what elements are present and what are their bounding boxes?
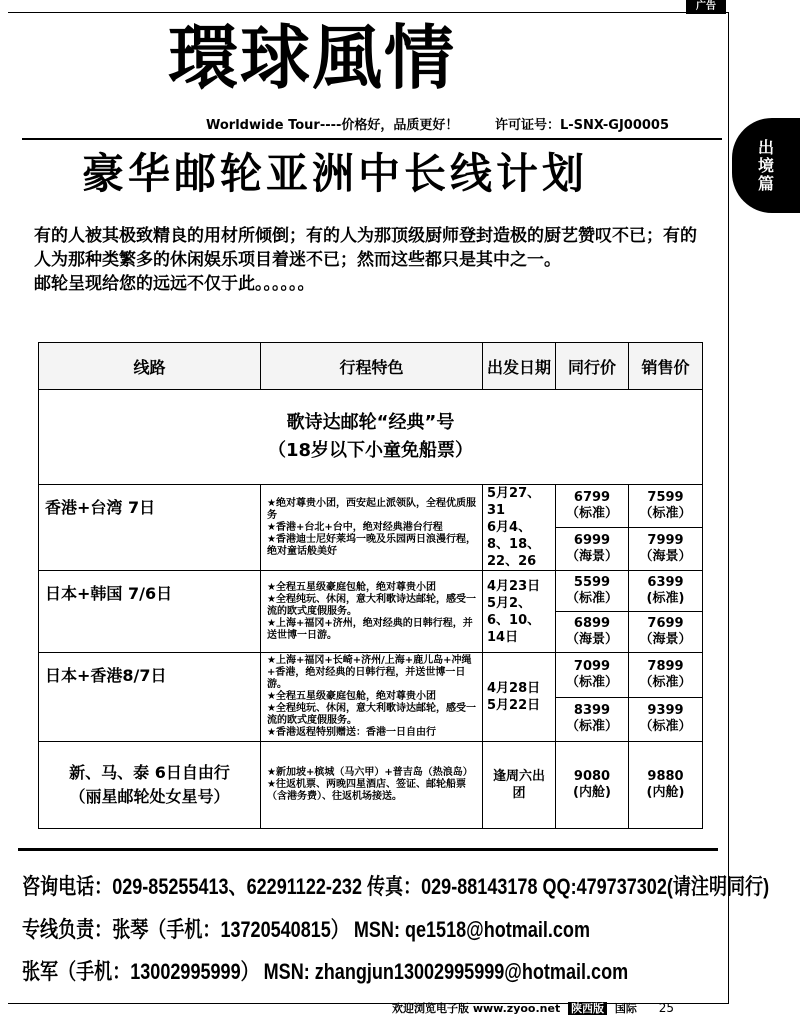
- route-features: ★上海+福冈+长崎+济州/上海+鹿儿岛+冲绳+香港，绝对经典的日韩行程，并送世博一日游。 ★全程五星级豪庭包舱，绝对尊贵小团 ★全程纯玩、休闲，意大利歌诗达邮轮，感受一流的欧式度假服务。 ★香港返程特别赠送：香港一日自由行: [261, 653, 483, 742]
- brand-tagline: Worldwide Tour----价格好，品质更好！: [206, 118, 459, 133]
- headline: 豪华邮轮亚洲中长线计划: [82, 149, 589, 198]
- section-tab-char: 境: [757, 155, 774, 175]
- route-dates: 5月27、31 6月4、8、18、22、26: [483, 485, 556, 571]
- header-divider: [22, 138, 722, 140]
- table-row: [39, 485, 703, 528]
- sale-price: 7599 （标准）: [629, 485, 703, 528]
- intro-text: [34, 224, 704, 296]
- brand-logo: 環球風情: [168, 16, 456, 99]
- section-tab-char: 篇: [757, 173, 774, 193]
- ship-note: （18岁以下小童免船票）: [267, 440, 474, 461]
- peer-price: 6799 （标准）: [556, 485, 629, 528]
- route-features: ★绝对尊贵小团，西安起止派领队，全程优质服务 ★香港+台北+台中，绝对经典港台行程 ★香港迪士尼好莱坞一晚及乐园两日浪漫行程，绝对童话般美好: [261, 485, 483, 571]
- peer-price: 9080 (内舱): [556, 742, 629, 829]
- intro-paragraph: 邮轮呈现给您的远远不仅于此。。。。。。: [34, 274, 315, 294]
- route-table: [38, 342, 703, 829]
- peer-price: 5599 （标准）: [556, 571, 629, 612]
- header-sale-price: 销售价: [629, 343, 703, 390]
- ship-title: [39, 390, 703, 485]
- peer-price: 6899 （海景）: [556, 612, 629, 653]
- footer-site: 欢迎浏览电子版 www.zyoo.net: [392, 1002, 561, 1015]
- header-route: 线路: [39, 343, 261, 390]
- route-features: ★新加坡+槟城（马六甲）+普吉岛（热浪岛） ★往返机票、两晚四星酒店、签证、邮轮船票（含港务费）、往返机场接送。: [261, 742, 483, 829]
- footer-edition: 陕西版: [568, 1002, 607, 1015]
- sale-price: 7999 （海景）: [629, 528, 703, 571]
- footer-section: 国际: [614, 1002, 637, 1015]
- contact-phone-line: 咨询电话：029-85255413、62291122-232 传真：029-88143178 QQ:479737302(请注明同行): [22, 874, 770, 899]
- license-number: 许可证号：L-SNX-GJ00005: [495, 118, 670, 133]
- table-row: [39, 653, 703, 698]
- route-dates: 4月28日 5月22日: [483, 653, 556, 742]
- header-peer-price: 同行价: [556, 343, 629, 390]
- ad-label: 广告: [686, 0, 726, 14]
- sale-price: 7699 （海景）: [629, 612, 703, 653]
- route-dates: 逢周六出团: [483, 742, 556, 829]
- sale-price: 6399 (标准): [629, 571, 703, 612]
- contact-second-line: 张军（手机：13002995999） MSN: zhangjun13002995999@hotmail.com: [22, 959, 629, 984]
- table-header-row: [39, 343, 703, 390]
- table-row: [39, 571, 703, 612]
- page-number: 25: [658, 1001, 675, 1015]
- contact-manager-line: 专线负责：张琴（手机：13720540815） MSN: qe1518@hotmail.com: [22, 917, 590, 942]
- sale-price: 9880 (内舱): [629, 742, 703, 829]
- route-name: 日本+韩国 7/6日: [39, 571, 261, 653]
- footer: [392, 1000, 674, 1016]
- sale-price: 9399 （标准）: [629, 697, 703, 742]
- route-name: 新、马、泰 6日自由行 （丽星邮轮处女星号）: [39, 742, 261, 829]
- intro-paragraph: 有的人被其极致精良的用材所倾倒；有的人为那顶级厨师登封造极的厨艺赞叹不已；有的人为那种类繁多的休闲娱乐项目着迷不已；然而这些都只是其中之一。: [34, 226, 697, 270]
- ship-name: 歌诗达邮轮“经典”号: [286, 412, 455, 433]
- route-features: ★全程五星级豪庭包舱，绝对尊贵小团 ★全程纯玩、休闲，意大利歌诗达邮轮，感受一流的欧式度假服务。 ★上海+福冈+济州，绝对经典的日韩行程，并送世博一日游。: [261, 571, 483, 653]
- ship-row: [39, 390, 703, 485]
- table-row: [39, 742, 703, 829]
- peer-price: 7099 （标准）: [556, 653, 629, 698]
- section-tab: [732, 118, 800, 213]
- section-tab-char: 出: [757, 137, 774, 157]
- contact-divider: [18, 848, 718, 851]
- peer-price: 8399 （标准）: [556, 697, 629, 742]
- route-dates: 4月23日 5月2、6、10、14日: [483, 571, 556, 653]
- sale-price: 7899 （标准）: [629, 653, 703, 698]
- header-date: 出发日期: [483, 343, 556, 390]
- header-features: 行程特色: [261, 343, 483, 390]
- route-name: 日本+香港8/7日: [39, 653, 261, 742]
- peer-price: 6999 （海景）: [556, 528, 629, 571]
- route-name: 香港+台湾 7日: [39, 485, 261, 571]
